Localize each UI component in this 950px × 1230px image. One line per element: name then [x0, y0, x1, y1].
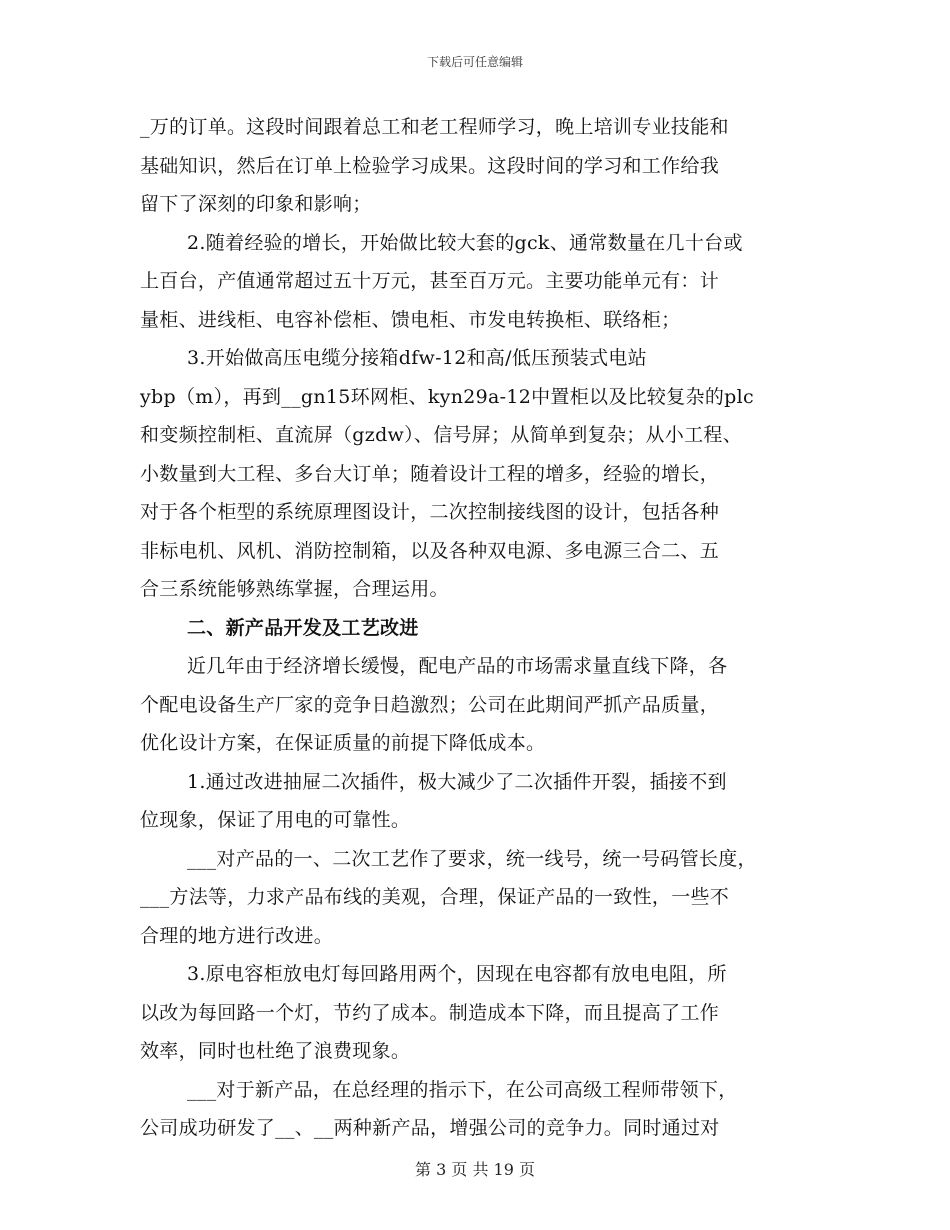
- text-line: 量柜、进线柜、电容补偿柜、馈电柜、市发电转换柜、联络柜；: [140, 308, 681, 331]
- text-line: 个配电设备生产厂家的竞争日趋激烈；公司在此期间严抓产品质量，: [140, 693, 720, 716]
- page-header-note: 下载后可任意编辑: [426, 55, 523, 69]
- text-line: 对于各个柜型的系统原理图设计，二次控制接线图的设计，包括各种: [140, 501, 720, 523]
- text-line: ybp（m），再到__gn15环网柜、kyn29a-12中置柜以及比较复杂的plc: [140, 385, 754, 408]
- page-number: 第 3 页 共 19 页: [415, 1160, 535, 1179]
- text-line: ___对于新产品，在总经理的指示下，在公司高级工程师带领下，: [187, 1078, 738, 1101]
- text-line: 小数量到大工程、多台大订单；随着设计工程的增多，经验的增长，: [140, 462, 720, 485]
- text-line: 3.开始做高压电缆分接箱dfw-12和高/低压预装式电站: [187, 347, 647, 369]
- text-line: 留下了深刻的印象和影响；: [140, 193, 372, 215]
- text-line: ___方法等，力求产品布线的美观，合理，保证产品的一致性，一些不: [140, 886, 730, 908]
- text-line: 近几年由于经济增长缓慢，配电产品的市场需求量直线下降，各: [187, 655, 728, 677]
- text-line: 公司成功研发了__、__两种新产品，增强公司的竞争力。同时通过对: [140, 1117, 720, 1139]
- text-line: 效率，同时也杜绝了浪费现象。: [140, 1040, 411, 1062]
- text-line: 基础知识，然后在订单上检验学习成果。这段时间的学习和工作给我: [140, 154, 720, 177]
- text-line: ___对产品的一、二次工艺作了要求，统一线号，统一号码管长度，: [187, 847, 757, 870]
- text-line: 和变频控制柜、直流屏（gzdw）、信号屏；从简单到复杂；从小工程、: [140, 424, 742, 446]
- text-line: 1.通过改进抽屉二次插件，极大减少了二次插件开裂，插接不到: [187, 770, 727, 793]
- document-body: [140, 108, 830, 1148]
- text-line: 非标电机、风机、消防控制箱，以及各种双电源、多电源三合二、五: [140, 539, 720, 562]
- text-line: 2.随着经验的增长，开始做比较大套的gck、通常数量在几十台或: [187, 231, 743, 254]
- text-line: 以改为每回路一个灯，节约了成本。制造成本下降，而且提高了工作: [140, 1001, 720, 1024]
- text-line: _万的订单。这段时间跟着总工和老工程师学习，晚上培训专业技能和: [140, 116, 729, 138]
- text-line: 3.原电容柜放电灯每回路用两个，因现在电容都有放电电阻，所: [187, 963, 727, 985]
- text-line: 合三系统能够熟练掌握，合理运用。: [140, 578, 449, 600]
- text-line: 上百台，产值通常超过五十万元，甚至百万元。主要功能单元有：计: [140, 270, 720, 292]
- text-line: 合理的地方进行改进。: [140, 924, 334, 947]
- text-line: 位现象，保证了用电的可靠性。: [140, 809, 411, 831]
- text-line: 优化设计方案，在保证质量的前提下降低成本。: [140, 732, 546, 754]
- section-heading: 二、新产品开发及工艺改进: [187, 616, 419, 639]
